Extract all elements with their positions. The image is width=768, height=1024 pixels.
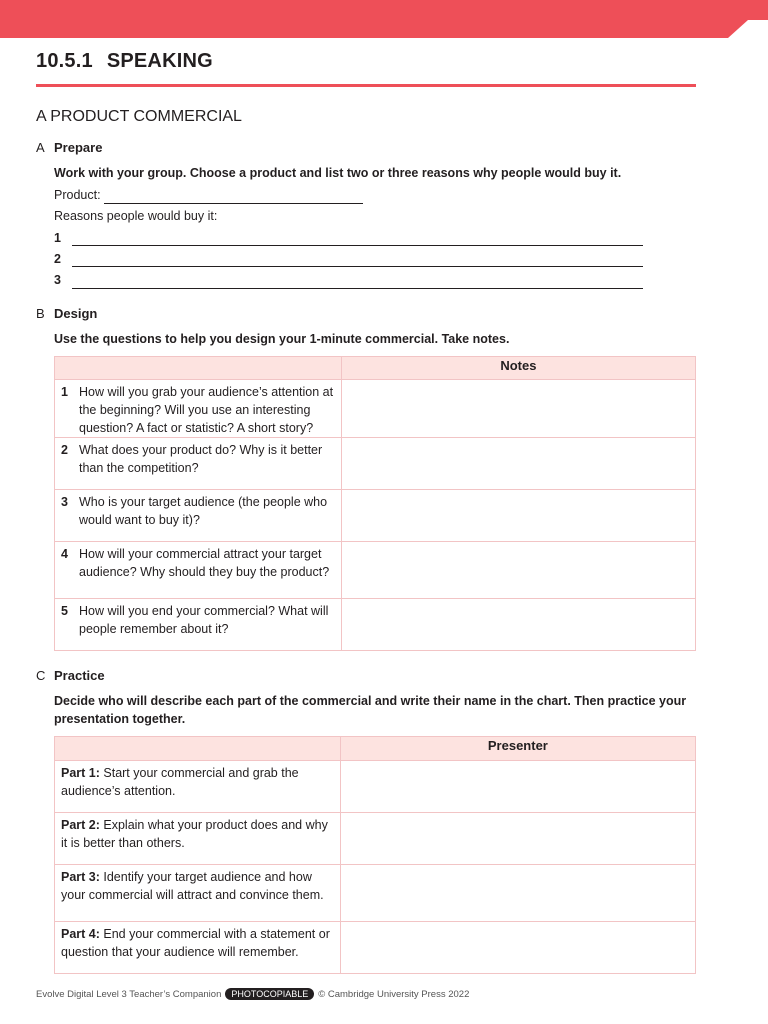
section-a-heading: Prepare [54, 140, 103, 155]
section-b-instruction: Use the questions to help you design your 1-minute commercial. Take notes. [54, 332, 510, 346]
question-cell [55, 380, 342, 438]
question-number: 2 [61, 443, 68, 457]
part-cell [55, 813, 341, 865]
table-row [55, 599, 696, 651]
question-text: How will you grab your audience’s attention at the beginning? Will you use an interesting question? A fact or statistic? A short story? [79, 385, 334, 435]
part-cell [55, 865, 341, 922]
reason-answer-line[interactable] [72, 245, 643, 246]
part-text: Explain what your product does and why it is better than others. [61, 818, 328, 850]
table-row [55, 380, 696, 438]
section-a-letter: A [36, 140, 45, 155]
page-title [36, 50, 213, 73]
presenter-cell[interactable] [340, 761, 695, 813]
table-row [55, 761, 696, 813]
section-c-heading: Practice [54, 668, 105, 683]
photocopiable-badge: PHOTOCOPIABLE [225, 988, 314, 1000]
question-cell [55, 599, 342, 651]
product-label: Product: [54, 188, 101, 202]
part-text: End your commercial with a statement or question that your audience will remember. [61, 927, 330, 959]
section-a-instruction: Work with your group. Choose a product and list two or three reasons why people would buy it. [54, 166, 622, 180]
table-row [55, 542, 696, 599]
question-text: How will you end your commercial? What will people remember about it? [79, 604, 329, 636]
table-row [55, 813, 696, 865]
section-b-heading: Design [54, 306, 98, 321]
table-row [55, 438, 696, 490]
notes-cell[interactable] [341, 599, 695, 651]
question-text: Who is your target audience (the people who would want to buy it)? [79, 495, 328, 527]
question-text: How will your commercial attract your target audience? Why should they buy the product? [79, 547, 330, 579]
title-rule [36, 84, 696, 87]
table-row [55, 922, 696, 974]
section-c-letter: C [36, 668, 46, 683]
design-table [54, 356, 696, 651]
notes-cell[interactable] [341, 438, 695, 490]
footer-book-title: Evolve Digital Level 3 Teacher’s Companion [36, 989, 222, 1000]
presenter-cell[interactable] [340, 813, 695, 865]
reason-number: 1 [54, 231, 61, 245]
part-label: Part 3: [61, 870, 100, 884]
table-row [55, 490, 696, 542]
part-cell [55, 922, 341, 974]
section-b-letter: B [36, 306, 45, 321]
reason-number: 3 [54, 273, 61, 287]
question-number: 3 [61, 495, 68, 509]
question-number: 1 [61, 385, 68, 399]
footer-copyright: © Cambridge University Press 2022 [318, 989, 470, 1000]
design-table-corner [55, 357, 342, 380]
question-text: What does your product do? Why is it better than the competition? [79, 443, 323, 475]
part-text: Start your commercial and grab the audience’s attention. [61, 766, 299, 798]
table-row [55, 865, 696, 922]
part-label: Part 1: [61, 766, 100, 780]
notes-cell[interactable] [341, 542, 695, 599]
section-c-instruction: Decide who will describe each part of the commercial and write their name in the chart. Then practice your presentation together. [54, 694, 687, 726]
part-text: Identify your target audience and how your commercial will attract and convince them. [61, 870, 324, 902]
question-cell [55, 438, 342, 490]
reason-number: 2 [54, 252, 61, 266]
part-label: Part 4: [61, 927, 100, 941]
presenter-cell[interactable] [340, 922, 695, 974]
footer [36, 989, 469, 1000]
question-number: 5 [61, 604, 68, 618]
reasons-label: Reasons people would buy it: [54, 209, 218, 223]
part-label: Part 2: [61, 818, 100, 832]
unit-number: 10.5.1 [36, 50, 93, 72]
reason-answer-line[interactable] [72, 288, 643, 289]
activity-title: A PRODUCT COMMERCIAL [36, 108, 242, 125]
presenter-cell[interactable] [340, 865, 695, 922]
question-cell [55, 542, 342, 599]
question-cell [55, 490, 342, 542]
top-banner [0, 0, 768, 38]
notes-cell[interactable] [341, 380, 695, 438]
practice-table [54, 736, 696, 974]
question-number: 4 [61, 547, 68, 561]
part-cell [55, 761, 341, 813]
product-answer-line[interactable] [104, 203, 363, 204]
reason-answer-line[interactable] [72, 266, 643, 267]
practice-table-corner [55, 737, 341, 761]
notes-cell[interactable] [341, 490, 695, 542]
presenter-column-header: Presenter [340, 737, 695, 761]
unit-title: SPEAKING [106, 50, 213, 72]
notes-column-header: Notes [341, 357, 695, 380]
